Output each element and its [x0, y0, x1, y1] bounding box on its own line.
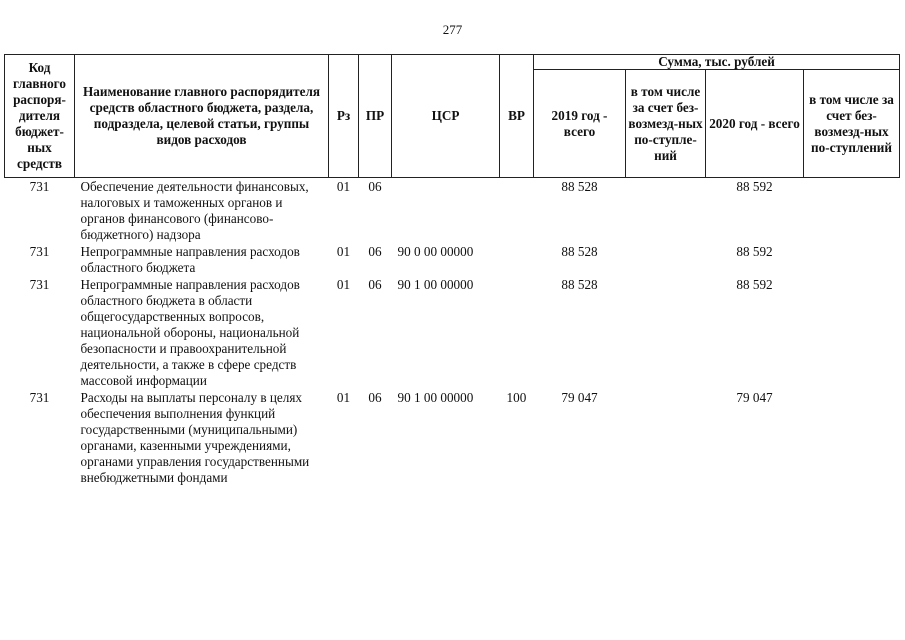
cell-name: Непрограммные направления расходов областного бюджета в области общегосударственных вопросов, национальной обороны, национальной безопасности и правоохранительной деятельности, а также в сфере средств массовой информации: [80, 277, 300, 388]
header-csr: ЦСР: [392, 55, 500, 178]
cell-csr: 90 1 00 00000: [397, 277, 474, 292]
cell-rz: 01: [336, 390, 351, 405]
cell-rz: 01: [336, 244, 351, 259]
header-rz: Рз: [329, 55, 359, 178]
table-row: [5, 178, 900, 244]
cell-vr: [500, 178, 534, 244]
cell-name: Расходы на выплаты персоналу в целях обеспечения выполнения функций государственными (муниципальными) органами, казенными учреждениями, органами управления государственными внебюджетными фондами: [80, 390, 310, 485]
cell-rz: 01: [336, 277, 351, 292]
header-sum-group: Сумма, тыс. рублей: [534, 55, 900, 70]
cell-vr: 100: [506, 390, 527, 405]
cell-code: 731: [29, 179, 50, 194]
cell-csr: 90 1 00 00000: [397, 390, 474, 405]
table-row: [5, 243, 900, 276]
cell-code: 731: [29, 277, 50, 292]
cell-rz: 01: [336, 179, 351, 194]
cell-2019-total: 88 528: [561, 179, 598, 194]
cell-2019-free: [626, 178, 706, 244]
cell-name: Непрограммные направления расходов областного бюджета: [80, 244, 300, 275]
cell-csr: [392, 178, 500, 244]
cell-pr: 06: [368, 277, 382, 292]
cell-name: Обеспечение деятельности финансовых, налоговых и таможенных органов и органов финансового (финансово-бюджетного) надзора: [80, 179, 309, 242]
cell-pr: 06: [368, 179, 382, 194]
cell-2019-total: 79 047: [561, 390, 598, 405]
cell-2020-free: [804, 276, 900, 389]
header-2019-total: 2019 год - всего: [534, 70, 626, 178]
cell-2020-total: 88 592: [736, 179, 773, 194]
cell-code: 731: [29, 244, 50, 259]
page-number: 277: [442, 22, 463, 37]
cell-vr: [500, 276, 534, 389]
header-2020-total: 2020 год - всего: [706, 70, 804, 178]
cell-2019-free: [626, 243, 706, 276]
header-2020-free: в том числе за счет без-возмезд-ных по-ступлений: [804, 70, 900, 178]
header-2019-free: в том числе за счет без-возмезд-ных по-ступле-ний: [626, 70, 706, 178]
table-body: [5, 178, 900, 487]
header-name: Наименование главного распорядителя средств областного бюджета, раздела, подраздела, целевой статьи, группы видов расходов: [75, 55, 329, 178]
cell-2020-free: [804, 243, 900, 276]
cell-code: 731: [29, 390, 50, 405]
table-row: [5, 276, 900, 389]
cell-pr: 06: [368, 390, 382, 405]
cell-2020-total: 79 047: [736, 390, 773, 405]
cell-2019-free: [626, 389, 706, 486]
cell-vr: [500, 243, 534, 276]
cell-2020-free: [804, 389, 900, 486]
cell-2019-total: 88 528: [561, 277, 598, 292]
cell-2019-free: [626, 276, 706, 389]
header-pr: ПР: [359, 55, 392, 178]
cell-csr: 90 0 00 00000: [397, 244, 474, 259]
table-row: [5, 389, 900, 486]
cell-pr: 06: [368, 244, 382, 259]
header-code: Код главного распоря-дителя бюджет-ных средств: [5, 55, 75, 178]
cell-2020-total: 88 592: [736, 244, 773, 259]
budget-table: [4, 54, 900, 486]
table-header: [5, 55, 900, 178]
cell-2020-free: [804, 178, 900, 244]
cell-2019-total: 88 528: [561, 244, 598, 259]
header-vr: ВР: [500, 55, 534, 178]
cell-2020-total: 88 592: [736, 277, 773, 292]
